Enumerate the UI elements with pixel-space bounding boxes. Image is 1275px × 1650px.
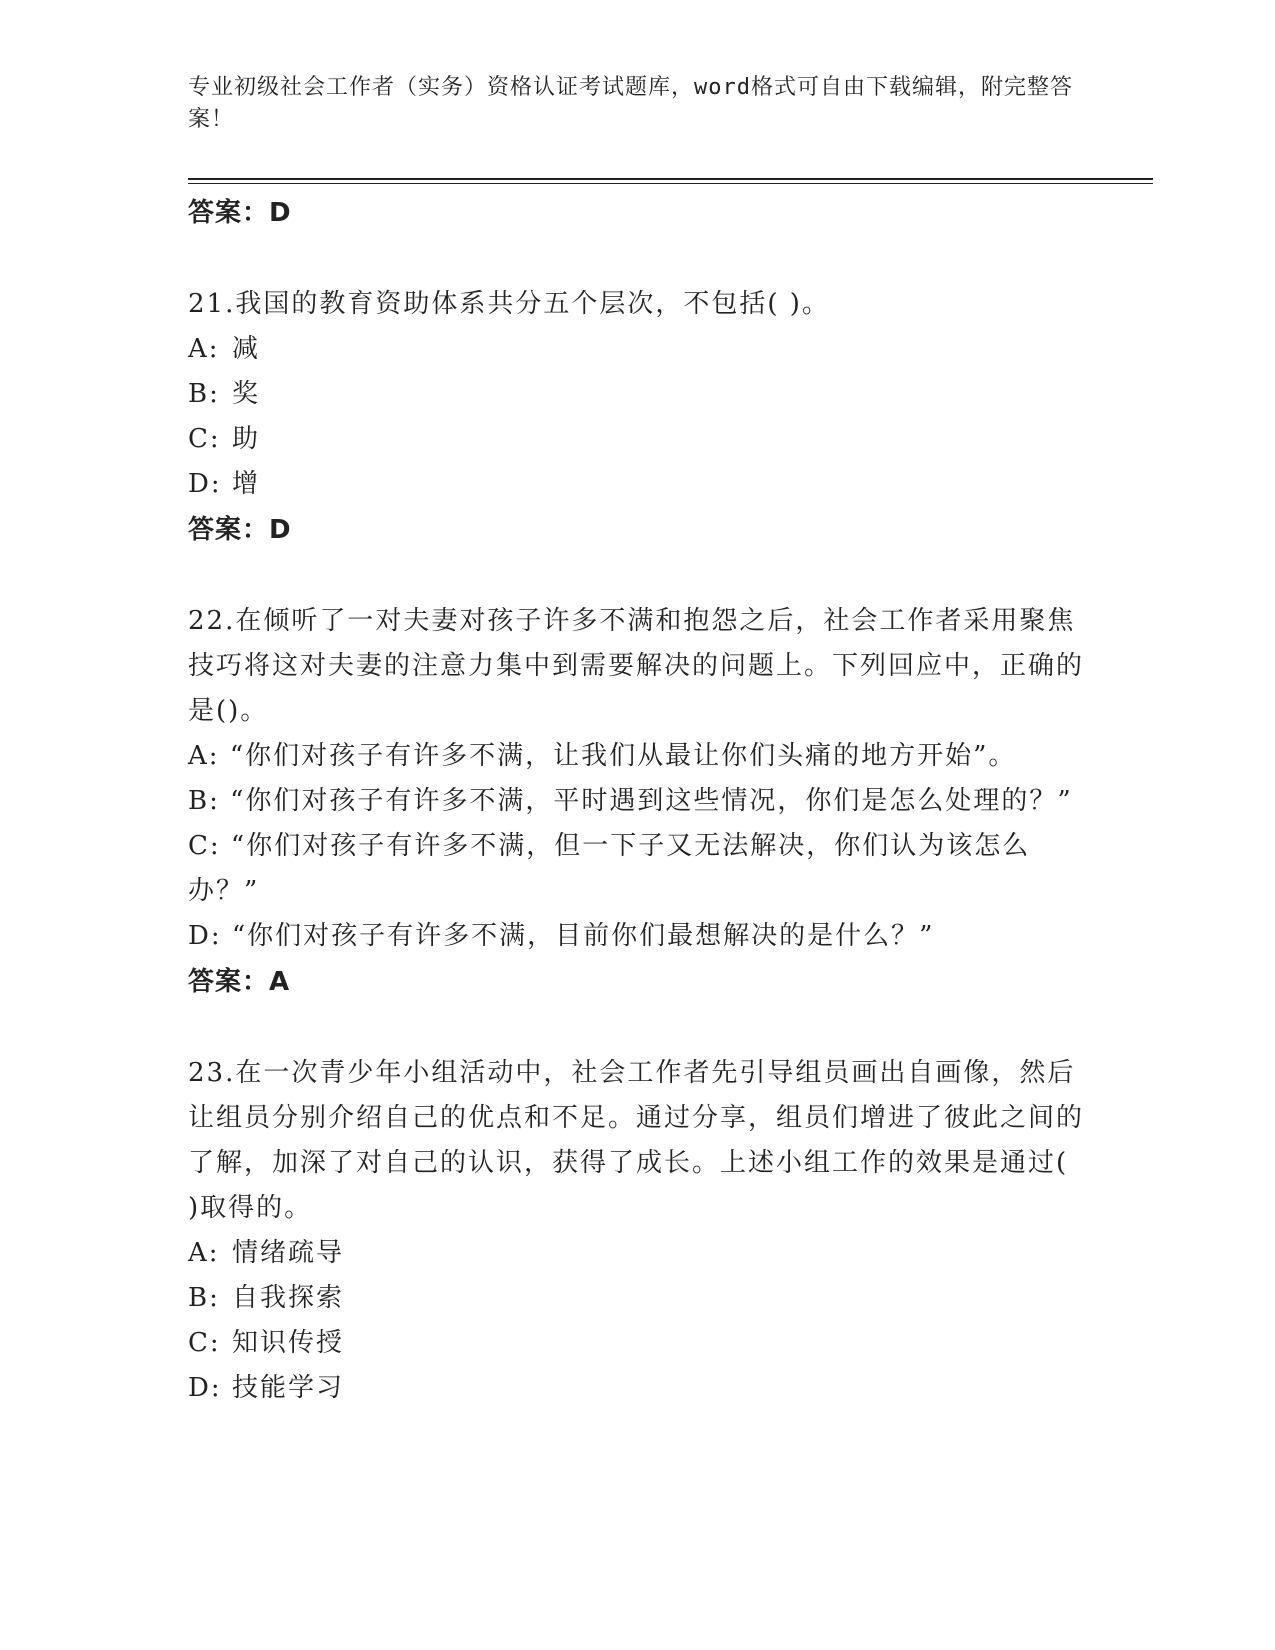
- option-c: [188, 824, 1088, 914]
- option-c: [188, 1321, 1088, 1366]
- spacer: [188, 236, 1088, 282]
- answer-21: 答案：D: [188, 515, 292, 545]
- option-d: [188, 914, 1088, 959]
- spacer: [188, 1005, 1088, 1051]
- option-text: 自我探索: [232, 1283, 345, 1313]
- option-letter: D:: [188, 921, 222, 951]
- option-b: [188, 779, 1088, 824]
- option-text: 助: [232, 424, 261, 454]
- answer-22: 答案：A: [188, 967, 291, 997]
- option-text: 奖: [232, 379, 261, 409]
- question-text: 21.我国的教育资助体系共分五个层次，不包括( )。: [188, 289, 830, 319]
- spacer: [188, 553, 1088, 599]
- option-text: 知识传授: [232, 1328, 345, 1358]
- question-23: [188, 1051, 1107, 1411]
- option-letter: C:: [188, 831, 221, 861]
- option-text: “你们对孩子有许多不满，目前你们最想解决的是什么？”: [231, 921, 935, 951]
- question-21: [188, 282, 1088, 553]
- previous-answer: 答案：D: [188, 198, 292, 228]
- page-header: 专业初级社会工作者（实务）资格认证考试题库，word格式可自由下载编辑，附完整答案！: [188, 75, 1073, 132]
- option-b: [188, 372, 1088, 417]
- option-a: [188, 327, 1088, 372]
- header-rule-thick: [188, 178, 1153, 180]
- option-text: 情绪疏导: [232, 1238, 345, 1268]
- option-a: [188, 734, 1088, 779]
- question-text: 23.在一次青少年小组活动中，社会工作者先引导组员画出自画像，然后让组员分别介绍自己的优点和不足。通过分享，组员们增进了彼此之间的了解，加深了对自己的认识，获得了成长。上述小组工作的效果是通过( )取得的。: [188, 1058, 1107, 1223]
- option-text: “你们对孩子有许多不满，让我们从最让你们头痛的地方开始”。: [229, 741, 1017, 771]
- option-text: “你们对孩子有许多不满，但一下子又无法解决，你们认为该怎么办？”: [188, 831, 1031, 906]
- option-a: [188, 1231, 1088, 1276]
- option-letter: A:: [188, 1238, 220, 1268]
- option-letter: B:: [188, 786, 220, 816]
- question-22: [188, 599, 1088, 1005]
- option-d: [188, 1366, 1088, 1411]
- option-letter: B:: [188, 1283, 220, 1313]
- header-rule-thin: [188, 183, 1153, 184]
- option-letter: C:: [188, 424, 221, 454]
- option-text: “你们对孩子有许多不满，平时遇到这些情况，你们是怎么处理的？”: [230, 786, 1073, 816]
- option-c: [188, 417, 1088, 462]
- question-text: 22.在倾听了一对夫妻对孩子许多不满和抱怨之后，社会工作者采用聚焦技巧将这对夫妻的注意力集中到需要解决的问题上。下列回应中，正确的是()。: [188, 606, 1085, 726]
- question-content: [188, 190, 1107, 1411]
- option-text: 增: [232, 469, 261, 499]
- option-letter: A:: [188, 334, 220, 364]
- option-letter: C:: [188, 1328, 221, 1358]
- option-letter: D:: [188, 1373, 222, 1403]
- option-d: [188, 462, 1088, 507]
- option-b: [188, 1276, 1088, 1321]
- option-letter: B:: [188, 379, 220, 409]
- option-text: 减: [232, 334, 261, 364]
- option-letter: A:: [188, 741, 220, 771]
- option-text: 技能学习: [232, 1373, 345, 1403]
- option-letter: D:: [188, 469, 222, 499]
